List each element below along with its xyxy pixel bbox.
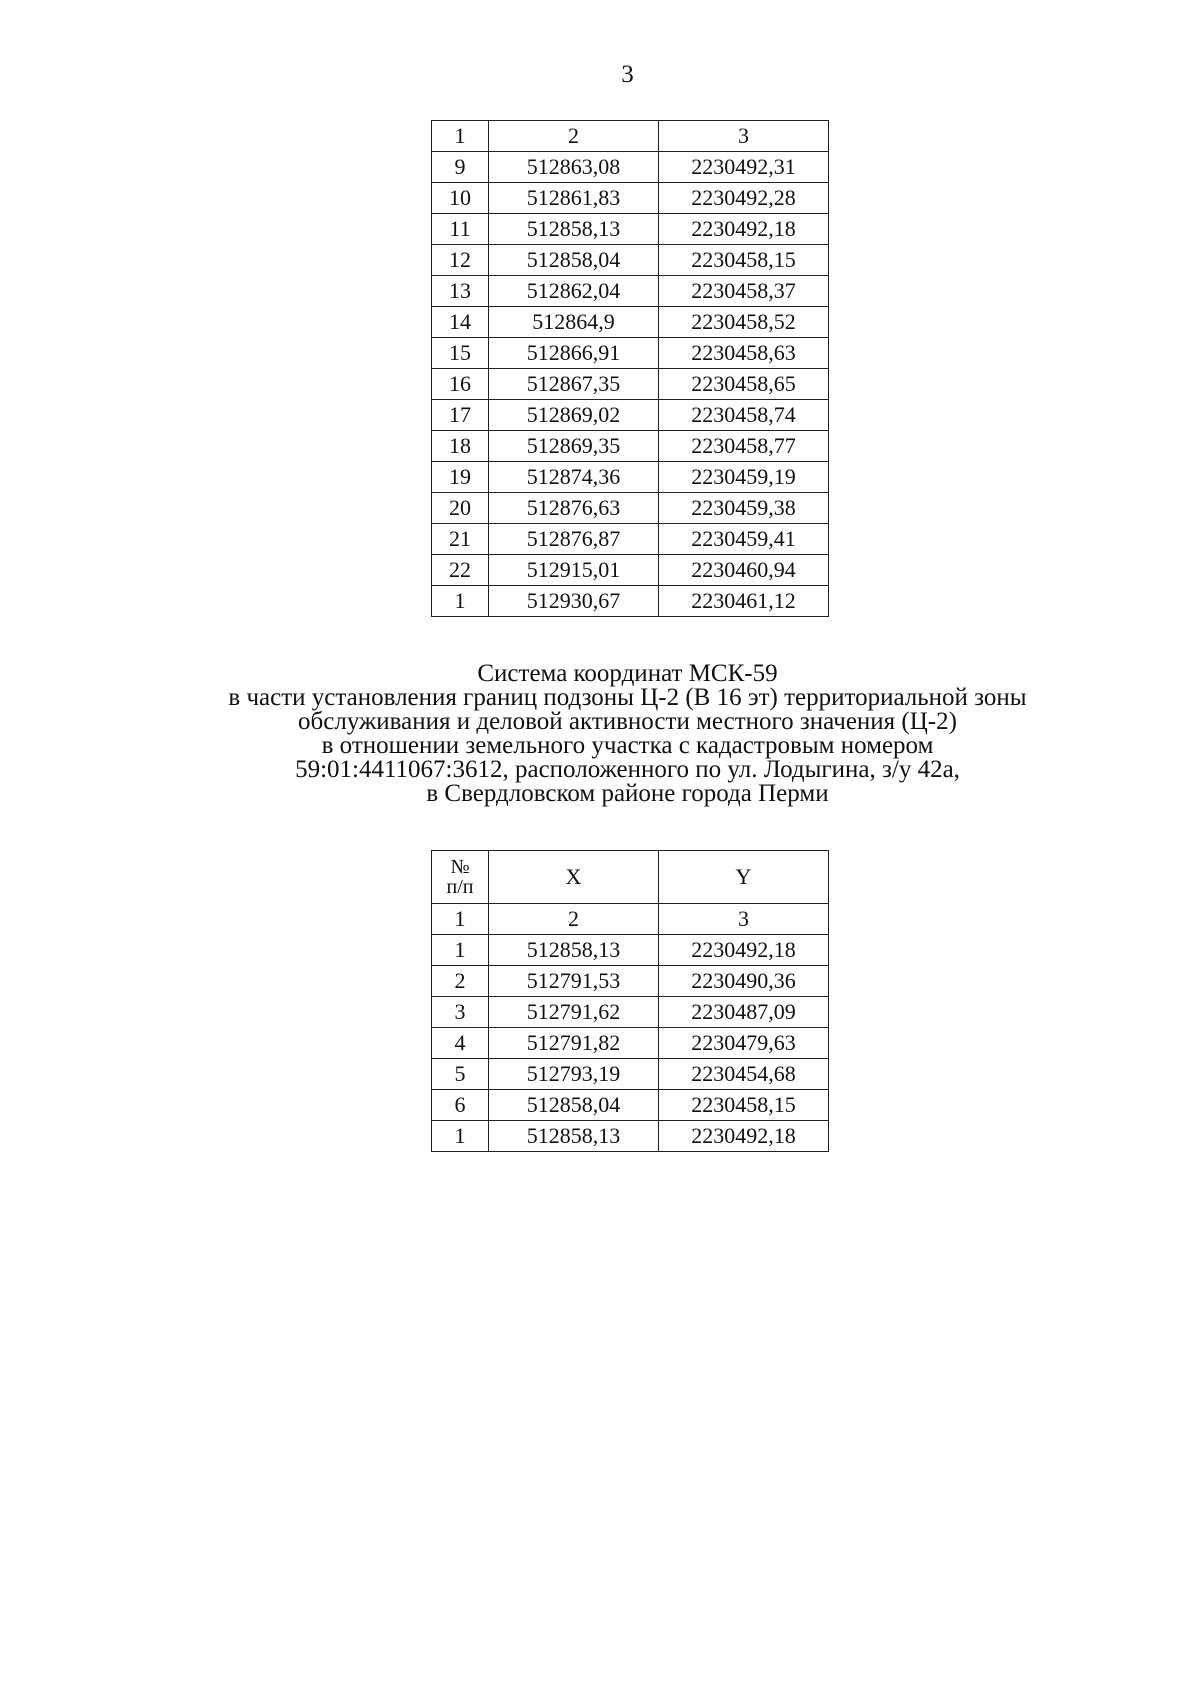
y-coordinate-cell: 2230459,19 (659, 462, 829, 493)
x-coordinate-cell: 512869,35 (489, 431, 659, 462)
y-coordinate-cell: 2230492,28 (659, 183, 829, 214)
table-row (432, 1059, 829, 1090)
table-row (432, 555, 829, 586)
table-row (432, 307, 829, 338)
point-number-cell: 14 (432, 307, 489, 338)
x-coordinate-cell: 512793,19 (489, 1059, 659, 1090)
table-row (432, 276, 829, 307)
x-coordinate-cell: 512791,82 (489, 1028, 659, 1059)
y-coordinate-cell: 2230458,77 (659, 431, 829, 462)
y-coordinate-cell: 2230458,74 (659, 400, 829, 431)
x-coordinate-cell: 512861,83 (489, 183, 659, 214)
coordinates-table-msk59 (431, 850, 829, 1152)
y-coordinate-cell: 2230458,65 (659, 369, 829, 400)
y-coordinate-cell: 2230458,15 (659, 1090, 829, 1121)
x-coordinate-cell: 512858,04 (489, 1090, 659, 1121)
y-coordinate-cell: 2230461,12 (659, 586, 829, 617)
point-number-cell: 4 (432, 1028, 489, 1059)
table-row (432, 1028, 829, 1059)
table-row (432, 431, 829, 462)
point-number-cell: 16 (432, 369, 489, 400)
point-number-cell: 10 (432, 183, 489, 214)
column-header-number-line1: № (450, 856, 470, 878)
x-coordinate-cell: 512876,87 (489, 524, 659, 555)
x-coordinate-cell: 512915,01 (489, 555, 659, 586)
x-coordinate-cell: 512858,04 (489, 245, 659, 276)
column-index-cell: 2 (489, 904, 659, 935)
column-index-cell: 1 (432, 121, 489, 152)
table-row (432, 462, 829, 493)
column-index-cell: 1 (432, 904, 489, 935)
table-row (432, 245, 829, 276)
table-row (432, 935, 829, 966)
y-coordinate-cell: 2230492,31 (659, 152, 829, 183)
y-coordinate-cell: 2230458,52 (659, 307, 829, 338)
point-number-cell: 18 (432, 431, 489, 462)
y-coordinate-cell: 2230492,18 (659, 1121, 829, 1152)
x-coordinate-cell: 512930,67 (489, 586, 659, 617)
x-coordinate-cell: 512869,02 (489, 400, 659, 431)
point-number-cell: 1 (432, 935, 489, 966)
point-number-cell: 9 (432, 152, 489, 183)
table-row (432, 493, 829, 524)
heading-line: в отношении земельного участка с кадастровым номером (321, 732, 934, 759)
x-coordinate-cell: 512864,9 (489, 307, 659, 338)
heading-line: в части установления границ подзоны Ц-2 (В 16 эт) территориальной зоны (228, 684, 1027, 711)
y-coordinate-cell: 2230487,09 (659, 997, 829, 1028)
y-coordinate-cell: 2230459,38 (659, 493, 829, 524)
table-row (432, 152, 829, 183)
coordinates-table-body (432, 935, 829, 1152)
column-index-cell: 3 (659, 121, 829, 152)
x-coordinate-cell: 512876,63 (489, 493, 659, 524)
heading-line: обслуживания и деловой активности местного значения (Ц-2) (298, 708, 957, 735)
point-number-cell: 12 (432, 245, 489, 276)
table-row (432, 400, 829, 431)
x-coordinate-cell: 512863,08 (489, 152, 659, 183)
column-index-row (432, 121, 829, 152)
column-index-cell: 2 (489, 121, 659, 152)
y-coordinate-cell: 2230460,94 (659, 555, 829, 586)
x-coordinate-cell: 512874,36 (489, 462, 659, 493)
point-number-cell: 3 (432, 997, 489, 1028)
x-coordinate-cell: 512862,04 (489, 276, 659, 307)
y-coordinate-cell: 2230458,63 (659, 338, 829, 369)
coordinates-table-body (432, 152, 829, 617)
page-number: 3 (621, 61, 634, 88)
x-coordinate-cell: 512791,53 (489, 966, 659, 997)
table-row (432, 183, 829, 214)
table-row (432, 1121, 829, 1152)
heading-line: Система координат МСК-59 (477, 660, 778, 687)
x-coordinate-cell: 512858,13 (489, 935, 659, 966)
table-row (432, 524, 829, 555)
point-number-cell: 19 (432, 462, 489, 493)
point-number-cell: 2 (432, 966, 489, 997)
x-coordinate-cell: 512791,62 (489, 997, 659, 1028)
point-number-cell: 1 (432, 586, 489, 617)
y-coordinate-cell: 2230479,63 (659, 1028, 829, 1059)
point-number-cell: 5 (432, 1059, 489, 1090)
x-coordinate-cell: 512866,91 (489, 338, 659, 369)
table-row (432, 369, 829, 400)
column-index-row (432, 904, 829, 935)
point-number-cell: 15 (432, 338, 489, 369)
table-row (432, 1090, 829, 1121)
point-number-cell: 13 (432, 276, 489, 307)
column-header-y: Y (659, 851, 829, 904)
column-header-number (432, 851, 489, 904)
point-number-cell: 20 (432, 493, 489, 524)
point-number-cell: 11 (432, 214, 489, 245)
table-row (432, 214, 829, 245)
y-coordinate-cell: 2230490,36 (659, 966, 829, 997)
x-coordinate-cell: 512867,35 (489, 369, 659, 400)
column-header-x: X (489, 851, 659, 904)
y-coordinate-cell: 2230458,37 (659, 276, 829, 307)
heading-line: в Свердловском районе города Перми (426, 780, 829, 807)
point-number-cell: 6 (432, 1090, 489, 1121)
heading-line: 59:01:4411067:3612, расположенного по ул. Лодыгина, з/у 42а, (295, 756, 960, 783)
x-coordinate-cell: 512858,13 (489, 1121, 659, 1152)
y-coordinate-cell: 2230458,15 (659, 245, 829, 276)
table-row (432, 966, 829, 997)
x-coordinate-cell: 512858,13 (489, 214, 659, 245)
point-number-cell: 1 (432, 1121, 489, 1152)
table-row (432, 338, 829, 369)
table-row (432, 586, 829, 617)
y-coordinate-cell: 2230459,41 (659, 524, 829, 555)
point-number-cell: 17 (432, 400, 489, 431)
point-number-cell: 22 (432, 555, 489, 586)
y-coordinate-cell: 2230492,18 (659, 935, 829, 966)
coordinate-system-heading (150, 662, 1105, 806)
column-index-cell: 3 (659, 904, 829, 935)
coordinates-table-continued (431, 120, 829, 617)
column-header-row (432, 851, 829, 904)
y-coordinate-cell: 2230492,18 (659, 214, 829, 245)
column-header-number-line2: п/п (446, 876, 474, 898)
point-number-cell: 21 (432, 524, 489, 555)
y-coordinate-cell: 2230454,68 (659, 1059, 829, 1090)
table-row (432, 997, 829, 1028)
